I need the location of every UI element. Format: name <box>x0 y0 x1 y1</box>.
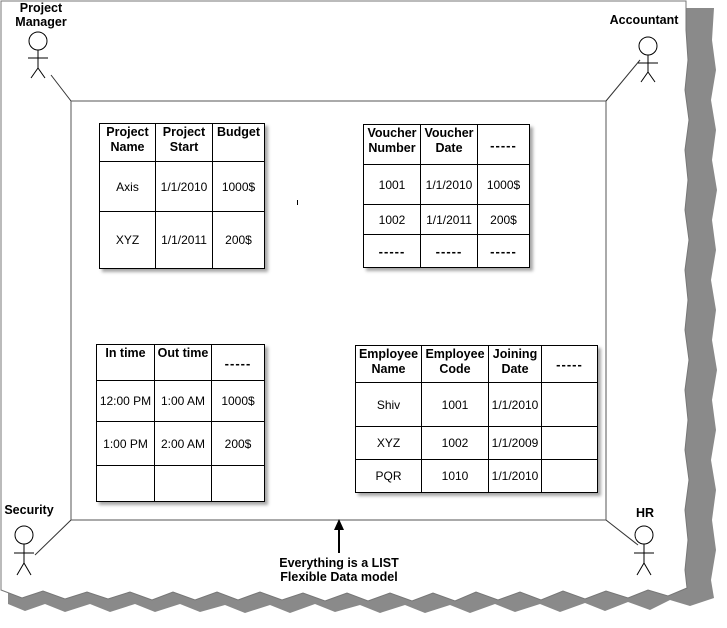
table-cell <box>212 466 265 502</box>
table-row <box>356 460 598 493</box>
table-cell: 1/1/2010 <box>421 165 478 205</box>
table-cell <box>542 427 598 460</box>
projects-table <box>99 123 265 269</box>
table-cell: 1001 <box>422 383 489 427</box>
table-row <box>356 427 598 460</box>
table-row <box>364 165 530 205</box>
table-row <box>364 205 530 235</box>
stray-tick-mark <box>297 200 298 205</box>
table-cell: 200$ <box>478 205 530 235</box>
table-cell <box>97 466 155 502</box>
table-cell: 1002 <box>364 205 421 235</box>
table-cell <box>542 460 598 493</box>
table-cell: PQR <box>356 460 422 493</box>
table-cell: 1/1/2010 <box>156 162 213 212</box>
caption-line-2: Flexible Data model <box>280 570 398 584</box>
table-cell: ----- <box>421 235 478 268</box>
column-header: In time <box>97 345 155 381</box>
table-cell: 1/1/2011 <box>156 212 213 269</box>
table-header-row <box>97 345 265 381</box>
caption <box>259 556 419 584</box>
table-cell: 1/1/2010 <box>489 383 542 427</box>
table-cell: 1002 <box>422 427 489 460</box>
table-header-row <box>356 346 598 383</box>
table-cell: XYZ <box>100 212 156 269</box>
table-cell: 1010 <box>422 460 489 493</box>
table-row <box>97 422 265 466</box>
caption-line-1: Everything is a LIST <box>279 556 399 570</box>
table-cell: 1/1/2009 <box>489 427 542 460</box>
table-cell: ----- <box>478 235 530 268</box>
column-header: ----- <box>212 345 265 381</box>
table-cell: 1001 <box>364 165 421 205</box>
table-cell: Axis <box>100 162 156 212</box>
column-header: ----- <box>478 125 530 165</box>
table-row <box>100 212 265 269</box>
table-row <box>356 383 598 427</box>
table-cell: Shiv <box>356 383 422 427</box>
column-header: Out time <box>155 345 212 381</box>
table-cell: 12:00 PM <box>97 381 155 422</box>
table-cell <box>155 466 212 502</box>
column-header: Project Start <box>156 124 213 162</box>
employees-table <box>355 345 598 493</box>
table-cell: XYZ <box>356 427 422 460</box>
column-header: Voucher Date <box>421 125 478 165</box>
column-header: Employee Code <box>422 346 489 383</box>
table-row <box>100 162 265 212</box>
table-cell: 1:00 PM <box>97 422 155 466</box>
actor-label-security: Security <box>4 503 54 517</box>
table-cell: ----- <box>364 235 421 268</box>
table-row <box>97 466 265 502</box>
table-header-row <box>100 124 265 162</box>
column-header: Employee Name <box>356 346 422 383</box>
table-cell: 1/1/2010 <box>489 460 542 493</box>
actor-label-accountant: Accountant <box>609 13 679 27</box>
column-header: Budget <box>213 124 265 162</box>
table-cell: 200$ <box>213 212 265 269</box>
column-header: Joining Date <box>489 346 542 383</box>
table-cell <box>542 383 598 427</box>
table-cell: 2:00 AM <box>155 422 212 466</box>
table-row <box>364 235 530 268</box>
table-row <box>97 381 265 422</box>
column-header: Voucher Number <box>364 125 421 165</box>
attendance-table <box>96 344 265 502</box>
table-cell: 1000$ <box>213 162 265 212</box>
table-cell: 1000$ <box>478 165 530 205</box>
table-cell: 200$ <box>212 422 265 466</box>
table-cell: 1000$ <box>212 381 265 422</box>
table-cell: 1:00 AM <box>155 381 212 422</box>
table-header-row <box>364 125 530 165</box>
column-header: ----- <box>542 346 598 383</box>
column-header: Project Name <box>100 124 156 162</box>
vouchers-table <box>363 124 530 268</box>
table-cell: 1/1/2011 <box>421 205 478 235</box>
actor-label-project-manager: Project Manager <box>15 1 67 29</box>
actor-label-hr: HR <box>635 506 655 520</box>
